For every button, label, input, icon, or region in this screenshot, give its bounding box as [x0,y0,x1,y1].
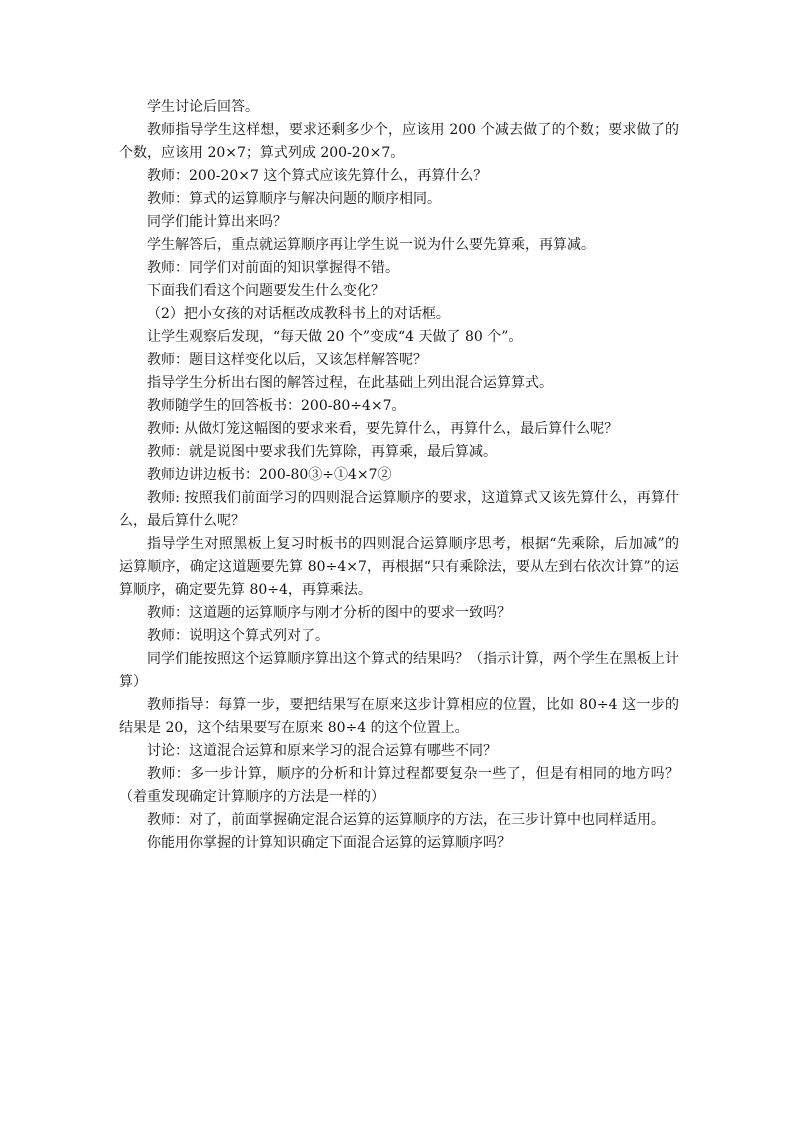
paragraph-10: 让学生观察后发现，“每天做 20 个”变成“4 天做了 80 个”。 [147,329,523,345]
paragraph-11: 教师：题目这样变化以后，又该怎样解答呢？ [147,352,427,368]
paragraph-9: （2）把小女孩的对话框改成教科书上的对话框。 [147,306,450,322]
paragraph-23: 讨论：这道混合运算和原来学习的混合运算有哪些不同？ [147,743,497,759]
paragraph-13: 教师随学生的回答板书：200-80÷4×7。 [147,398,406,414]
paragraph-2: 教师指导学生这样想，要求还剩多少个，应该用 200 个减去做了的个数；要求做了的个数，应该用 20×7；算式列成 200-20×7。 [119,122,679,161]
paragraph-20: 教师：说明这个算式列对了。 [147,628,329,644]
paragraph-24: 教师：多一步计算，顺序的分析和计算过程都要复杂一些了，但是有相同的地方吗？（着重发现确定计算顺序的方法是一样的） [119,766,679,805]
paragraph-21: 同学们能按照这个运算顺序算出这个算式的结果吗？（指示计算，两个学生在黑板上计算） [119,651,679,690]
paragraph-18: 指导学生对照黑板上复习时板书的四则混合运算顺序思考，根据“先乘除，后加减”的运算顺序，确定这道题要先算 80÷4×7，再根据“只有乘除法，要从左到右依次计算”的运算顺序，确定要先算 80÷4，再算乘法。 [119,536,679,598]
paragraph-3: 教师：200-20×7 这个算式应该先算什么，再算什么？ [147,168,488,184]
paragraph-15: 教师：就是说图中要求我们先算除，再算乘，最后算减。 [147,444,497,460]
paragraph-19: 教师：这道题的运算顺序与刚才分析的图中的要求一致吗？ [147,605,511,621]
paragraph-17: 教师: 按照我们前面学习的四则混合运算顺序的要求，这道算式又该先算什么，再算什么，最后算什么呢？ [119,490,679,529]
document-body [119,96,679,855]
paragraph-1: 学生讨论后回答。 [147,99,259,115]
paragraph-22: 教师指导：每算一步，要把结果写在原来这步计算相应的位置，比如 80÷4 这一步的结果是 20，这个结果要写在原来 80÷4 的这个位置上。 [119,697,679,736]
paragraph-5: 同学们能计算出来吗？ [147,214,287,230]
paragraph-12: 指导学生分析出右图的解答过程，在此基础上列出混合运算算式。 [147,375,553,391]
paragraph-16: 教师边讲边板书：200-80③÷①4×7② [147,467,392,483]
paragraph-25: 教师：对了，前面掌握确定混合运算的运算顺序的方法，在三步计算中也同样适用。 [147,812,665,828]
paragraph-8: 下面我们看这个问题要发生什么变化？ [147,283,385,299]
paragraph-14: 教师: 从做灯笼这幅图的要求来看，要先算什么，再算什么，最后算什么呢？ [147,421,619,437]
paragraph-6: 学生解答后，重点就运算顺序再让学生说一说为什么要先算乘，再算减。 [147,237,595,253]
paragraph-7: 教师：同学们对前面的知识掌握得不错。 [147,260,399,276]
paragraph-26: 你能用你掌握的计算知识确定下面混合运算的运算顺序吗？ [147,835,511,851]
paragraph-4: 教师：算式的运算顺序与解决问题的顺序相同。 [147,191,441,207]
